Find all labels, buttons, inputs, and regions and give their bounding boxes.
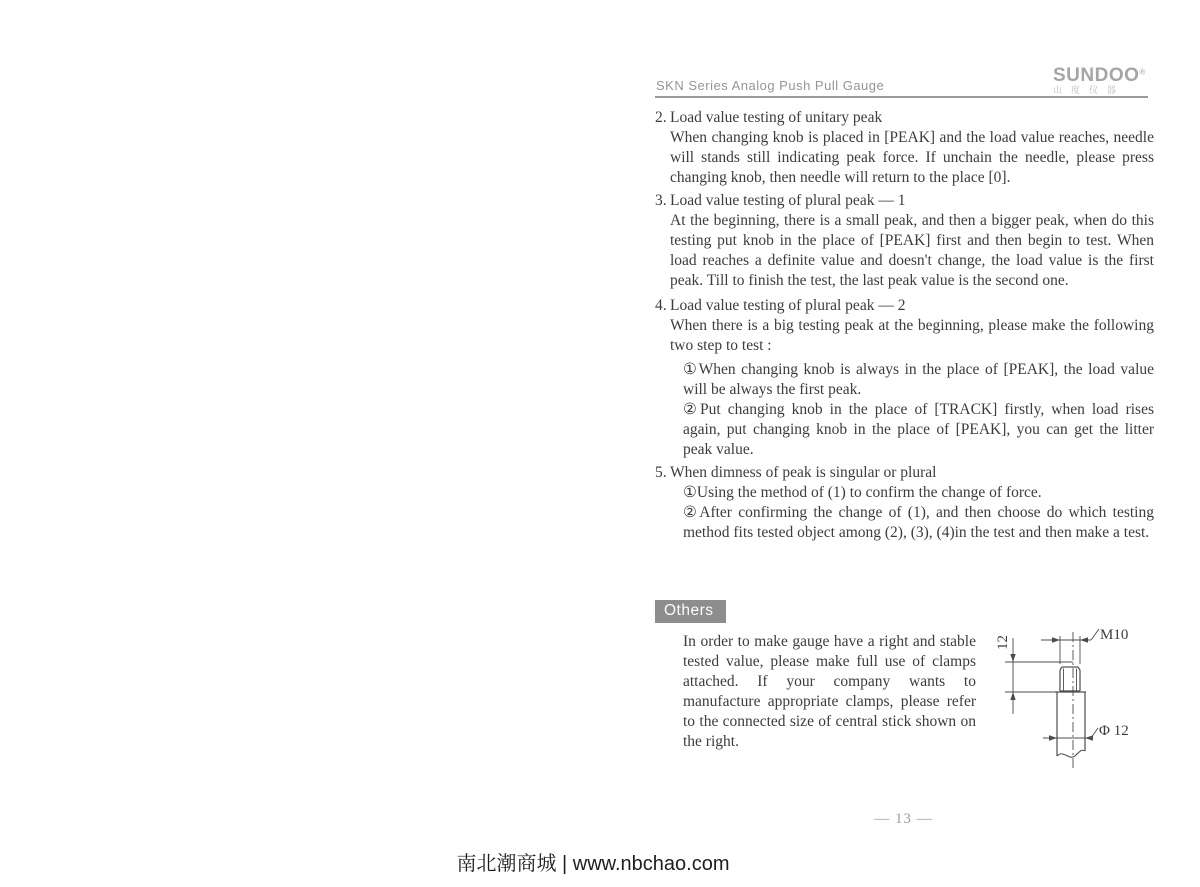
arrow-icon [1049,735,1057,740]
others-heading: Others [655,600,726,623]
section-body: When there is a big testing peak at the beginning, please make the following two step to test : [670,317,1154,354]
brand-logo [1053,66,1148,95]
registered-mark-icon: ® [1139,67,1146,77]
thread-label: M10 [1100,627,1129,643]
instructions [655,108,1154,543]
arrow-icon [1052,637,1060,642]
section-subitem: ②Put changing knob in the place of [TRACK] firstly, when load rises again, put changing knob in the place of [PEAK], you can get the litter peak value. [683,401,1154,458]
arrow-icon [1080,637,1088,642]
section-3 [655,191,1154,291]
arrow-icon [1085,735,1093,740]
section-title-text: When dimness of peak is singular or plural [670,464,937,481]
diameter-label: Φ 12 [1099,723,1129,739]
break-line [1057,750,1085,757]
header-title: SKN Series Analog Push Pull Gauge [656,78,885,93]
section-number: 3. [655,192,667,209]
section-5 [655,463,1154,543]
arrow-icon [1010,692,1015,700]
section-title [655,296,1154,316]
section-number: 5. [655,464,667,481]
central-stick-drawing [985,612,1155,777]
watermark: 南北潮商城 | www.nbchao.com [456,853,730,875]
section-number: 2. [655,109,667,126]
section-title-text: Load value testing of plural peak — 1 [670,192,906,209]
section-title [655,463,1154,483]
section-number: 4. [655,297,667,314]
section-subitem: ①When changing knob is always in the place of [PEAK], the load value will be always the first peak. [683,361,1154,398]
arrow-icon [1010,654,1015,662]
section-body: When changing knob is placed in [PEAK] and the load value reaches, needle will stands still indicating peak force. If unchain the needle, please press changing knob, then needle will return to the place [0]. [670,129,1154,186]
section-subitem: ②After confirming the change of (1), and then choose do which testing method fits tested object among (2), (3), (4)in the test and then make a test. [683,504,1154,541]
section-subitem: ①Using the method of (1) to confirm the change of force. [683,484,1042,501]
section-2 [655,108,1154,188]
page-number: — 13 — [874,811,933,827]
others-body: In order to make gauge have a right and stable tested value, please make full use of clamps attached. If your company wants to manufacture appropriate clamps, please refer to the connected size of central stick shown on the right. [683,633,976,750]
section-4 [655,296,1154,460]
header-rule [655,96,1148,98]
brand-chinese: 山度仪器 [1053,85,1126,95]
section-title [655,108,1154,128]
section-title-text: Load value testing of plural peak — 2 [670,297,906,314]
brand-name: SUNDOO [1053,65,1140,86]
length-label: 12 [995,635,1011,650]
section-title [655,191,1154,211]
section-body: At the beginning, there is a small peak, and then a bigger peak, when do this testing put knob in the place of [PEAK] first and then begin to test. When load reaches a definite value and doesn't change, the load value is the first peak. Till to finish the test, the last peak value is the second one. [670,212,1154,289]
section-title-text: Load value testing of unitary peak [670,109,883,126]
others-section [655,600,995,752]
